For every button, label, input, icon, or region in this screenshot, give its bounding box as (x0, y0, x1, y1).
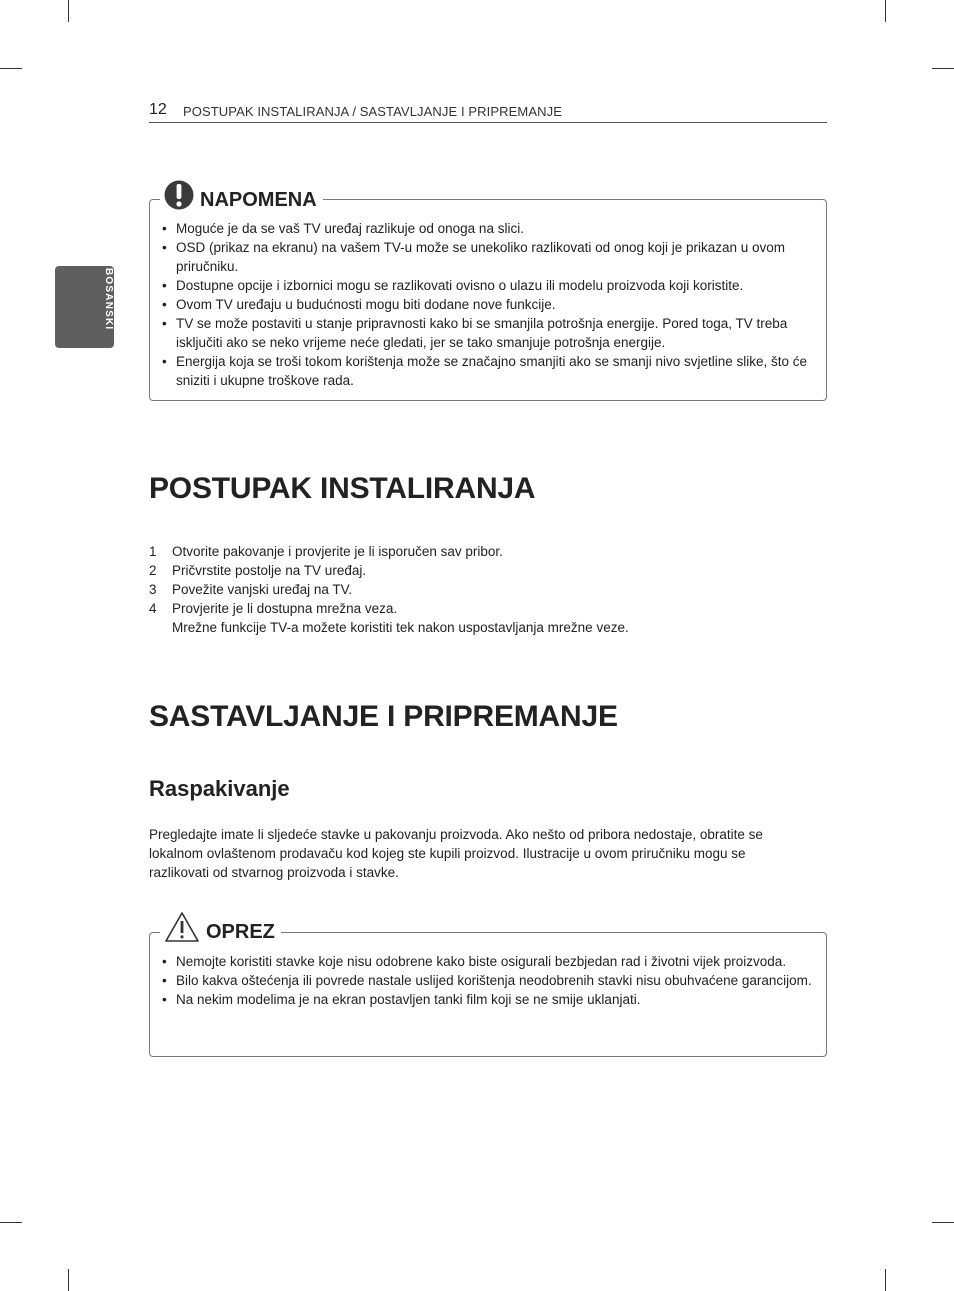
list-item: • Bilo kakva oštećenja ili povrede nastale uslijed korištenja neodobrenih stavki nisu obuhvaćene garancijom. (162, 971, 812, 990)
step-text: Provjerite je li dostupna mrežna veza. (172, 601, 398, 616)
caution-box (149, 921, 827, 1057)
caution-list (162, 952, 812, 1009)
assembly-title: SASTAVLJANJE I PRIPREMANJE (149, 700, 618, 733)
step-item (149, 542, 809, 561)
note-header (160, 175, 323, 211)
step-number: 4 (149, 601, 157, 616)
unpacking-paragraph: Pregledajte imate li sljedeće stavke u pakovanju proizvoda. Ako nešto od pribora nedostaje, obratite se lokalnom ovlaštenom prodavaču kod kojeg ste kupili proizvod. Ilustracije u ovom priručniku mogu se razlikovati od stvarnog proizvoda i stavke. (149, 827, 763, 880)
step-text: Pričvrstite postolje na TV uređaj. (172, 563, 367, 578)
installation-steps (149, 542, 809, 637)
step-text: Otvorite pakovanje i provjerite je li isporučen sav pribor. (172, 544, 503, 559)
unpacking-subtitle: Raspakivanje (149, 776, 290, 801)
warning-triangle-icon (164, 911, 200, 943)
installation-title: POSTUPAK INSTALIRANJA (149, 472, 536, 505)
crop-mark (932, 1222, 954, 1223)
crop-mark (0, 1222, 22, 1223)
list-item: • TV se može postaviti u stanje pripravnosti kako bi se smanjila potrošnja energije. Pored toga, TV treba isključiti ako se neko vrijeme neće gledati, jer se tako smanjuje potrošnja energije. (162, 314, 812, 352)
step-number: 1 (149, 544, 157, 559)
note-box (149, 189, 827, 401)
step-number: 2 (149, 563, 157, 578)
list-item: • Na nekim modelima je na ekran postavljen tanki film koji se ne smije uklanjati. (162, 990, 812, 1009)
crop-mark (885, 1269, 886, 1291)
crop-mark (885, 0, 886, 22)
list-item: • Energija koja se troši tokom korištenja može se značajno smanjiti ako se smanji nivo svjetline slike, što će sniziti i ukupne troškove rada. (162, 352, 812, 390)
caution-header (160, 909, 281, 943)
step-subtext: Mrežne funkcije TV-a možete koristiti tek nakon uspostavljanja mrežne veze. (172, 620, 629, 635)
step-text: Povežite vanjski uređaj na TV. (172, 582, 353, 597)
step-number: 3 (149, 582, 157, 597)
crop-mark (932, 68, 954, 69)
page-number: 12 (149, 101, 167, 118)
exclamation-icon (164, 179, 194, 211)
crop-mark (68, 0, 69, 22)
caution-label: OPREZ (206, 921, 275, 943)
step-item (149, 580, 809, 599)
step-item (149, 599, 809, 637)
list-item: • Nemojte koristiti stavke koje nisu odobrene kako biste osigurali bezbjedan rad i životni vijek proizvoda. (162, 952, 812, 971)
list-item: • Moguće je da se vaš TV uređaj razlikuje od onoga na slici. (162, 219, 812, 238)
crop-mark (0, 68, 22, 69)
header-title: POSTUPAK INSTALIRANJA / SASTAVLJANJE I PRIPREMANJE (183, 104, 562, 119)
crop-mark (68, 1269, 69, 1291)
list-item: • OSD (prikaz na ekranu) na vašem TV-u može se unekoliko razlikovati od onog koji je prikazan u ovom priručniku. (162, 238, 812, 276)
step-item (149, 561, 809, 580)
list-item: • Dostupne opcije i izbornici mogu se razlikovati ovisno o ulazu ili modelu proizvoda koji koristite. (162, 276, 812, 295)
language-tab (55, 266, 114, 348)
list-item: • Ovom TV uređaju u budućnosti mogu biti dodane nove funkcije. (162, 295, 812, 314)
language-tab-label: BOSANSKI (103, 268, 114, 331)
note-list (162, 219, 812, 390)
note-label: NAPOMENA (200, 189, 317, 211)
page-header (149, 100, 827, 123)
